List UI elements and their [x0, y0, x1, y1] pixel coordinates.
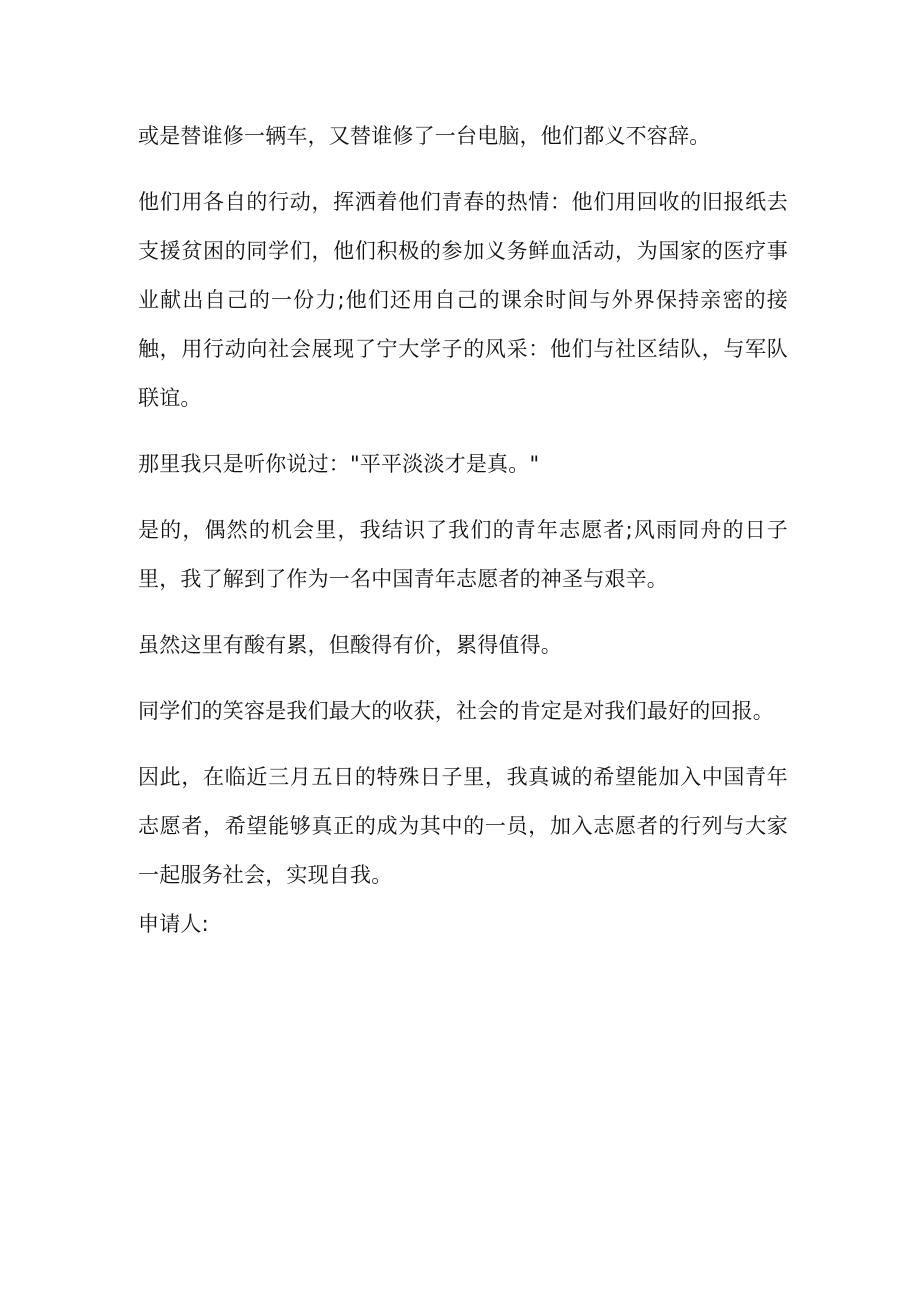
document-body	[138, 112, 788, 949]
paragraph-1: 或是替谁修一辆车，又替谁修了一台电脑，他们都义不容辞。	[138, 124, 711, 148]
signature-label: 申请人:	[138, 912, 209, 936]
paragraph-7: 因此，在临近三月五日的特殊日子里，我真诚的希望能加入中国青年志愿者，希望能够真正的成为其中的一员，加入志愿者的行列与大家一起服务社会，实现自我。	[138, 765, 788, 887]
paragraph-4: 是的，偶然的机会里，我结识了我们的青年志愿者;风雨同舟的日子里，我了解到了作为一名中国青年志愿者的神圣与艰辛。	[138, 518, 788, 591]
paragraph-3: 那里我只是听你说过："平平淡淡才是真。"	[138, 452, 540, 476]
paragraph-2: 他们用各自的行动，挥洒着他们青春的热情：他们用回收的旧报纸去支援贫困的同学们，他们积极的参加义务鲜血活动，为国家的医疗事业献出自己的一份力;他们还用自己的课余时间与外界保持亲密的接触，用行动向社会展现了宁大学子的风采：他们与社区结队，与军队联谊。	[138, 190, 788, 410]
paragraph-5: 虽然这里有酸有累，但酸得有价，累得值得。	[138, 633, 562, 657]
paragraph-6: 同学们的笑容是我们最大的收获，社会的肯定是对我们最好的回报。	[138, 699, 774, 723]
